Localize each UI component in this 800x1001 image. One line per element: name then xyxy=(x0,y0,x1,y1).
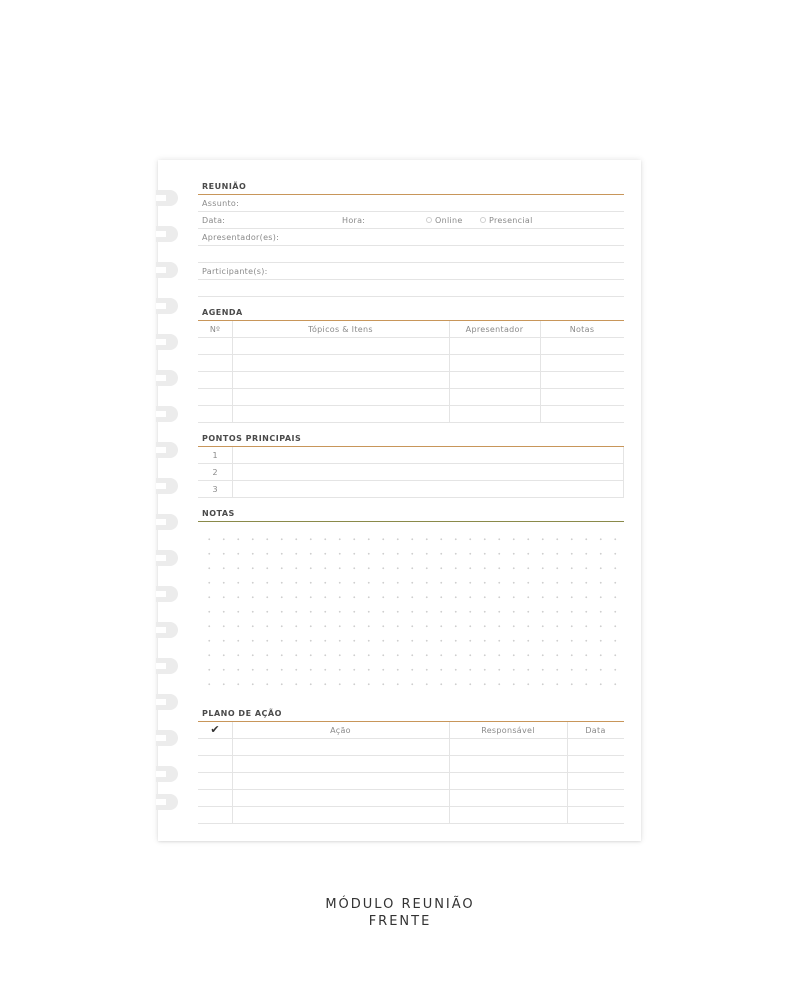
binder-tab xyxy=(156,622,178,638)
plano-column-divider xyxy=(567,722,568,823)
plano-header-responsavel: Responsável xyxy=(481,726,535,735)
online-option[interactable] xyxy=(426,216,463,225)
binder-tab xyxy=(156,298,178,314)
participantes-line[interactable] xyxy=(198,279,624,280)
ponto-row[interactable] xyxy=(198,497,624,498)
agenda-column-divider xyxy=(449,321,450,422)
apresentadores-label: Apresentador(es): xyxy=(202,233,280,242)
section-rule xyxy=(198,521,624,522)
footer-title: MÓDULO REUNIÃO xyxy=(325,897,475,912)
participantes-line-2[interactable] xyxy=(198,296,624,297)
agenda-row[interactable] xyxy=(198,422,624,423)
planner-page xyxy=(158,160,641,841)
ponto-row[interactable] xyxy=(198,463,624,464)
binder-tab xyxy=(156,406,178,422)
presencial-label: Presencial xyxy=(489,216,533,225)
data-label: Data: xyxy=(202,216,226,225)
assunto-label: Assunto: xyxy=(202,199,240,208)
binder-tab xyxy=(156,190,178,206)
apresentadores-line[interactable] xyxy=(198,245,624,246)
binder-tab xyxy=(156,334,178,350)
presencial-option[interactable] xyxy=(480,216,533,225)
section-title-reuniao: REUNIÃO xyxy=(202,182,247,191)
section-title-agenda: AGENDA xyxy=(202,308,243,317)
plano-row[interactable] xyxy=(198,772,624,773)
binder-tab xyxy=(156,370,178,386)
section-rule xyxy=(198,446,624,447)
section-title-notas: NOTAS xyxy=(202,509,235,518)
checkmark-icon: ✔ xyxy=(210,723,220,736)
binder-tab xyxy=(156,226,178,242)
binder-tab xyxy=(156,262,178,278)
section-rule xyxy=(198,721,624,722)
online-radio[interactable] xyxy=(426,217,432,223)
ponto-row[interactable] xyxy=(198,480,624,481)
plano-header-data: Data xyxy=(585,726,606,735)
online-label: Online xyxy=(435,216,463,225)
agenda-column-divider xyxy=(540,321,541,422)
plano-row[interactable] xyxy=(198,806,624,807)
agenda-header-topicos: Tópicos & Itens xyxy=(308,325,373,334)
binder-tab xyxy=(156,586,178,602)
agenda-row[interactable] xyxy=(198,354,624,355)
binder-tab xyxy=(156,794,178,810)
pontos-column-divider xyxy=(232,447,233,497)
plano-row[interactable] xyxy=(198,789,624,790)
agenda-column-divider xyxy=(232,321,233,422)
plano-header-acao: Ação xyxy=(330,726,351,735)
binder-tab xyxy=(156,658,178,674)
agenda-header-number: Nº xyxy=(209,325,221,334)
data-line[interactable] xyxy=(198,228,624,229)
agenda-row[interactable] xyxy=(198,405,624,406)
agenda-header-notas: Notas xyxy=(569,325,595,334)
binder-tab xyxy=(156,694,178,710)
section-title-pontos: PONTOS PRINCIPAIS xyxy=(202,434,302,443)
ponto-number: 3 xyxy=(212,485,218,494)
presencial-radio[interactable] xyxy=(480,217,486,223)
binder-tab xyxy=(156,514,178,530)
binder-tab xyxy=(156,766,178,782)
binder-tab xyxy=(156,550,178,566)
plano-row[interactable] xyxy=(198,738,624,739)
apresentadores-line-2[interactable] xyxy=(198,262,624,263)
binder-tab xyxy=(156,442,178,458)
footer-subtitle: FRENTE xyxy=(368,914,432,929)
pontos-right-border xyxy=(623,447,624,497)
plano-column-divider xyxy=(449,722,450,823)
plano-row[interactable] xyxy=(198,755,624,756)
participantes-label: Participante(s): xyxy=(202,267,268,276)
agenda-row[interactable] xyxy=(198,388,624,389)
agenda-row[interactable] xyxy=(198,371,624,372)
agenda-row[interactable] xyxy=(198,337,624,338)
plano-row[interactable] xyxy=(198,823,624,824)
ponto-number: 1 xyxy=(212,451,218,460)
section-title-plano: PLANO DE AÇÃO xyxy=(202,709,282,718)
assunto-line[interactable] xyxy=(198,211,624,212)
section-rule xyxy=(198,194,624,195)
binder-tab xyxy=(156,730,178,746)
ponto-number: 2 xyxy=(212,468,218,477)
hora-label: Hora: xyxy=(342,216,366,225)
section-rule xyxy=(198,320,624,321)
plano-column-divider xyxy=(232,722,233,823)
dot-grid-notes-area[interactable] xyxy=(202,532,622,697)
agenda-header-apresentador: Apresentador xyxy=(465,325,524,334)
binder-tab xyxy=(156,478,178,494)
